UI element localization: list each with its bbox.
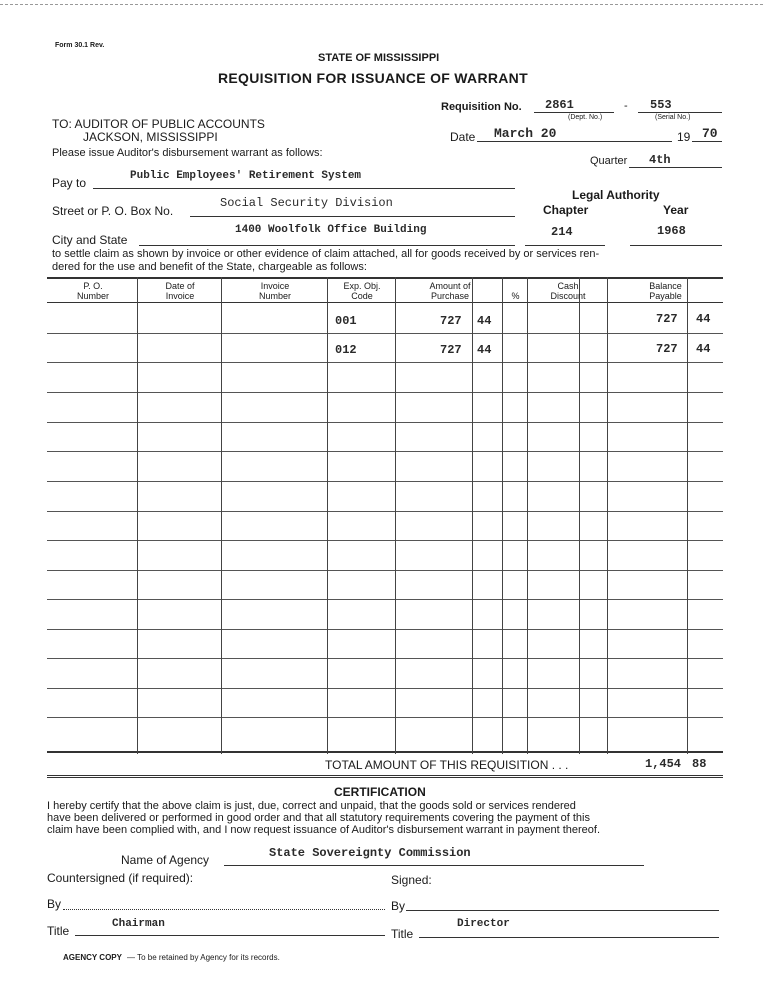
agency-copy-note: — To be retained by Agency for its records. (127, 953, 280, 962)
by-left-line (63, 909, 385, 910)
chapter-line (525, 245, 605, 246)
row2-amount-cents: 44 (477, 343, 492, 357)
row2-balance-cents: 44 (696, 342, 711, 356)
col-po: P. O. Number (76, 281, 109, 301)
title-right-label: Title (391, 927, 414, 941)
state-title: STATE OF MISSISSIPPI (318, 52, 440, 64)
dept-no-caption: (Dept. No.) (568, 114, 603, 121)
row2-amount: 727 (440, 343, 462, 357)
top-perforation (0, 4, 763, 5)
by-left-label: By (47, 897, 62, 911)
street-line (190, 216, 515, 217)
signed-label: Signed: (391, 873, 432, 887)
year-prefix: 19 (677, 130, 691, 144)
by-right-line (406, 910, 719, 911)
city-line (139, 245, 515, 246)
total-cents: 88 (692, 757, 707, 771)
title-left-line (75, 935, 385, 936)
pay-to-label: Pay to (52, 176, 87, 190)
settle-text-2: dered for the use and benefit of the State, chargeable as follows: (52, 261, 367, 273)
form-title: REQUISITION FOR ISSUANCE OF WARRANT (218, 70, 528, 86)
requisition-label: Requisition No. (441, 101, 522, 113)
settle-text-1: to settle claim as shown by invoice or other evidence of claim attached, all for goods received by or services ren- (52, 248, 600, 260)
street-label: Street or P. O. Box No. (52, 204, 174, 218)
by-right-label: By (391, 899, 406, 913)
dash: - (624, 100, 628, 112)
row2-balance: 727 (656, 342, 678, 356)
legal-authority-label: Legal Authority (572, 188, 660, 202)
dept-no-value: 2861 (545, 98, 574, 112)
total-double-line (47, 775, 723, 778)
row1-amount: 727 (440, 314, 462, 328)
city-label: City and State (52, 233, 128, 247)
col-date-invoice: Date of Invoice (165, 281, 195, 301)
col-percent: % (511, 291, 520, 301)
title-left-value: Chairman (112, 918, 165, 930)
total-value: 1,454 (645, 757, 682, 771)
to-line-1: TO: AUDITOR OF PUBLIC ACCOUNTS (52, 117, 265, 131)
legal-year-value: 1968 (657, 224, 686, 238)
agency-value: State Sovereignty Commission (269, 846, 471, 860)
row1-balance: 727 (656, 312, 678, 326)
certification-line-3: claim have been complied with, and I now request issuance of Auditor's disbursement warrant in payment thereof. (47, 824, 601, 836)
to-line-2: JACKSON, MISSISSIPPI (83, 130, 218, 144)
title-right-line (419, 937, 719, 938)
serial-no-value: 553 (650, 98, 672, 112)
row1-code: 001 (335, 314, 357, 328)
serial-no-line (638, 112, 722, 113)
certification-line-1: I hereby certify that the above claim is just, due, correct and unpaid, that the goods sold or services rendered (47, 800, 576, 812)
col-cash-discount: Cash Discount (550, 281, 586, 301)
city-value: 1400 Woolfolk Office Building (235, 224, 427, 236)
year-label: Year (663, 203, 689, 217)
col-amount: Amount of Purchase (429, 281, 471, 301)
date-value: March 20 (494, 126, 557, 141)
row1-amount-cents: 44 (477, 314, 492, 328)
please-issue: Please issue Auditor's disbursement warrant as follows: (52, 147, 323, 159)
title-left-label: Title (47, 924, 70, 938)
line-items-table (47, 277, 723, 754)
year-value: 70 (702, 126, 718, 141)
row1-balance-cents: 44 (696, 312, 711, 326)
col-exp-code: Exp. Obj. Code (343, 281, 381, 301)
year-line (692, 141, 722, 142)
chapter-value: 214 (551, 225, 573, 239)
pay-to-line (93, 188, 515, 189)
form-number: Form 30.1 Rev. (55, 42, 105, 49)
quarter-label: Quarter (590, 155, 628, 167)
title-right-value: Director (457, 918, 510, 930)
countersigned-label: Countersigned (if required): (47, 871, 194, 885)
agency-label: Name of Agency (121, 853, 210, 867)
col-balance: Balance Payable (649, 281, 682, 301)
row2-code: 012 (335, 343, 357, 357)
date-line (477, 141, 672, 142)
certification-title: CERTIFICATION (334, 785, 426, 799)
dept-no-line (534, 112, 614, 113)
pay-to-value: Public Employees' Retirement System (130, 170, 362, 182)
col-invoice-number: Invoice Number (258, 281, 291, 301)
certification-line-2: have been delivered or performed in good order and that all statutory requirements covering the payment of this (47, 812, 590, 824)
total-label: TOTAL AMOUNT OF THIS REQUISITION . . . (325, 758, 569, 772)
chapter-label: Chapter (543, 203, 589, 217)
date-label: Date (450, 130, 476, 144)
agency-line (224, 865, 644, 866)
street-value: Social Security Division (220, 196, 393, 210)
quarter-line (629, 167, 722, 168)
serial-no-caption: (Serial No.) (655, 114, 691, 121)
legal-year-line (630, 245, 722, 246)
quarter-value: 4th (649, 153, 671, 167)
agency-copy: AGENCY COPY (63, 953, 122, 962)
